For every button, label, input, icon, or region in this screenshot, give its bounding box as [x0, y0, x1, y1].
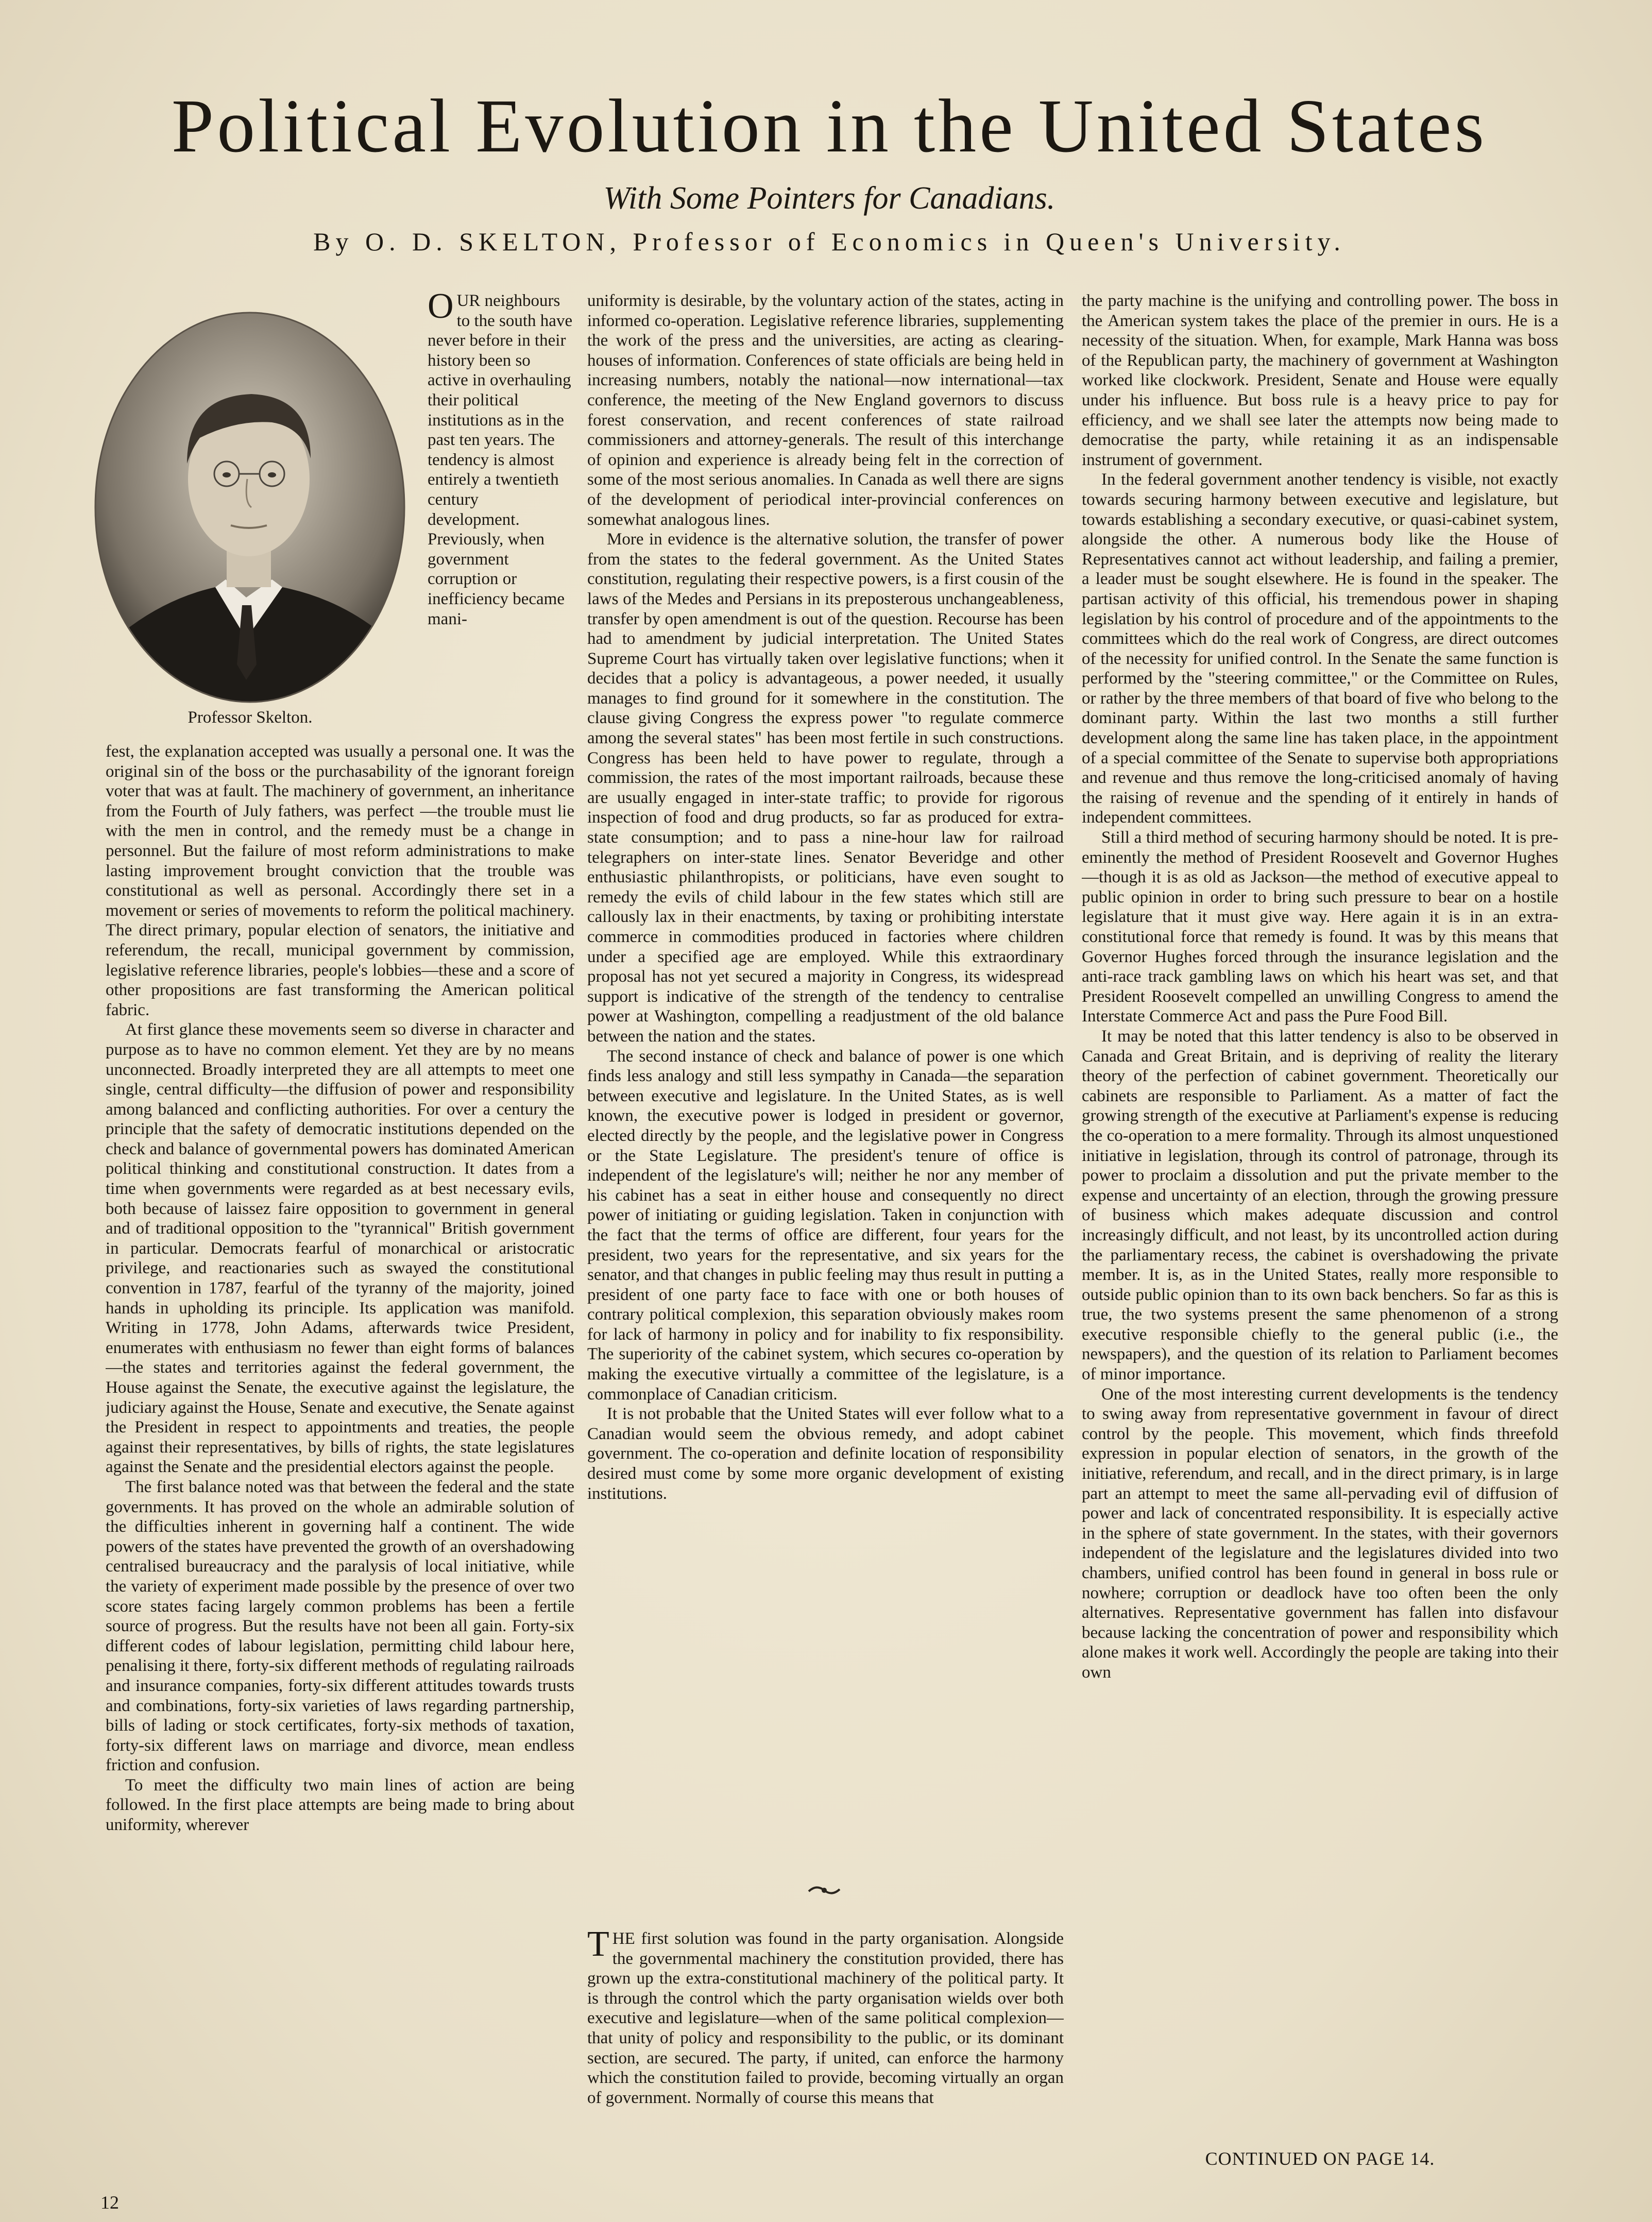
column-2-section — [587, 1929, 1064, 2189]
article-title: Political Evolution in the United States — [171, 84, 1488, 168]
paragraph: It is not probable that the United States will ever follow what to a Canadian would seem the obvious remedy, and adopt cabinet government. The co-operation and definite location of responsibility desired must come by some more organic development of existing institutions. — [587, 1405, 1064, 1503]
paragraph: It may be noted that this latter tendency is also to be observed in Canada and Great Britain, and is depriving of reality the literary theory of the perfection of cabinet government. Theoretically our cabinets are responsible to Parliament. As a matter of fact the growing strength of the executive at Parliament's expense is reducing the co-operation to a mere formality. Through its almost unquestioned initiative in legislation, through its control of patronage, through its power to proclaim a dissolution and put the private member to the expense and uncertainty of an election, through the growing pressure of business which makes adequate discussion and control increasingly difficult, and not least, by its uncontrolled action during the parliamentary recess, the cabinet is overshadowing the private member. It is, as in the United States, really more responsible to outside public opinion than to its own back benchers. So far as this is true, the two systems present the same phenomenon of a strong executive responsible chiefly to the general public (i.e., the newspapers), and the question of its relation to Parliament becomes of minor importance. — [1082, 1027, 1558, 1384]
continued-notice: CONTINUED ON PAGE 14. — [1205, 2148, 1435, 2169]
paragraph: the party machine is the unifying and controlling power. The boss in the American system takes the place of the premier in ours. He is a necessity of the situation. When, for example, Mark Hanna was boss of the Republican party, the machinery of government at Washington worked like clockwork. President, Senate and House were equally under his influence. But boss rule is a heavy price to pay for efficiency, and we shall see later the attempts now being made to democratise the party, while retaining it as an indispensable instrument of government. — [1082, 292, 1558, 469]
column-3 — [1082, 291, 1558, 2143]
paragraph: At first glance these movements seem so diverse in character and purpose as to have no common element. Yet they are by no means unconnected. Broadly interpreted they are all attempts to meet one single, central difficulty—the diffusion of power and responsibility among balanced and conflicting authorities. For over a century the principle that the safety of democratic institutions depended on the check and balance of governmental powers has dominated American political thinking and constitutional construction. It dates from a time when governments were regarded as at best necessary evils, both because of laissez faire opposition to government in general and of traditional opposition to the "tyrannical" British government in particular. Democrats fearful of monarchical or aristocratic privilege, and reactionaries such as swayed the constitutional convention in 1787, fearful of the tyranny of the majority, joined hands in upholding its principle. Its application was manifold. Writing in 1778, John Adams, afterwards twice President, enumerates with enthusiasm no fewer than eight forms of balances—the states and territories against the federal government, the House against the Senate, the executive against the legislature, the judiciary against the House, Senate and executive, the Senate against the President in respect to appointments and treaties, the people against their representatives, by bills of rights, the state legislatures against the Senate and the presidential electors against the people. — [106, 1020, 574, 1477]
author-portrait — [92, 309, 408, 706]
paragraph: Still a third method of securing harmony should be noted. It is pre-eminently the method of President Roosevelt and Governor Hughes—though it is as old as Jackson—the method of executive appeal to public opinion in order to bring such pressure to bear on a hostile legislature that it must give way. Here again it is in an extra-constitutional force that remedy is found. It was by this means that Governor Hughes forced through the insurance legislation and the anti-race track gambling laws on which his heart was set, and that President Roosevelt compelled an unwilling Congress to amend the Interstate Commerce Act and pass the Pure Food Bill. — [1082, 828, 1558, 1026]
paragraph: uniformity is desirable, by the voluntary action of the states, acting in informed co-operation. Legislative reference libraries, supplementing the work of the press and the universities, are acting as clearing-houses of information. Conferences of state officials are being held in increasing numbers, notably the national—now international—tax conference, the meeting of the New England governors to discuss forest conservation, and recent conferences of state railroad commissioners and attorney-generals. The result of this interchange of opinion and experience is already being felt in the correction of some of the most serious anomalies. In Canada as well there are signs of the development of periodical inter-provincial conferences on somewhat analogous lines. — [587, 292, 1064, 529]
paragraph: The first balance noted was that between the federal and the state governments. It has proved on the whole an admirable solution of the difficulties inherent in governing half a continent. The wide powers of the states have prevented the growth of an overshadowing centralised bureaucracy and the paralysis of local initiative, while the variety of experiment made possible by the presence of over two score states facing largely common problems has been a fertile source of progress. But the results have not been all gain. Forty-six different codes of labour legislation, permitting child labour here, penalising it there, forty-six different methods of regulating railroads and insurance companies, forty-six different attitudes towards trusts and combinations, forty-six varieties of laws regarding partnership, bills of lading or stock certificates, forty-six methods of taxation, forty-six different laws on marriage and divorce, mean endless friction and confusion. — [106, 1477, 574, 1775]
paragraph — [587, 1929, 1064, 2108]
paragraph: fest, the explanation accepted was usually a personal one. It was the original sin of the boss or the purchasability of the ignorant foreign voter that was at fault. The machinery of government, an inheritance from the Fourth of July fathers, was perfect —the trouble must lie with the men in control, and the remedy must be a change in personnel. But the failure of most reform administrations to make lasting improvement brought conviction that the trouble was constitutional as well as personal. Accordingly there set in a movement or series of movements to reform the political machinery. The direct primary, popular election of senators, the initiative and referendum, the recall, municipal government by commission, legislative reference libraries, people's lobbies—these and a score of other propositions are fast transforming the American political fabric. — [106, 742, 574, 1019]
paragraph: To meet the difficulty two main lines of action are being followed. In the first place attempts are being made to bring about uniformity, wherever — [106, 1775, 574, 1835]
article-byline: By O. D. SKELTON, Professor of Economics in Queen's University. — [313, 227, 1346, 256]
paragraph: One of the most interesting current developments is the tendency to swing away from representative government in favour of direct control by the people. This movement, which finds threefold expression in popular election of senators, in the growth of the initiative, referendum, and recall, and in the direct primary, is in large part an attempt to meet the same all-pervading evil of diffusion of power and lack of concentrated responsibility. It is especially active in the sphere of state government. In the states, with their governors independent of the legislature and the legislatures divided into two chambers, unified control has been found in general in boss rule or nowhere; corruption or deadlock have too often been the only alternatives. Representative government has fallen into disfavour because lacking the concentration of power and responsibility which alone makes it work well. Accordingly the people are taking into their own — [1082, 1385, 1558, 1682]
column-1 — [106, 742, 574, 2143]
paragraph: In the federal government another tendency is visible, not exactly towards securing harmony between executive and legislature, but towards establishing a secondary executive, or quasi-cabinet system, alongside the other. A numerous body like the House of Representatives cannot act without leadership, and failing a premier, a leader must be sought elsewhere. He is found in the speaker. The partisan activity of this official, his tremendous power in shaping legislation by his control of procedure and of the appointments to the committees which do the real work of Congress, are direct outcomes of the necessity for unified control. In the Senate the same function is performed by the "steering committee," or the Committee on Rules, or rather by the three members of that board of five who belong to the dominant party. Within the last two months a still further development along the same line has taken place, in the appointment of a special committee of the Senate to supervise both appropriations and revenue and thus remove the long-criticised anomaly of having the raising of revenue and the spending of it entirely in hands of independent committees. — [1082, 470, 1558, 827]
paragraph: More in evidence is the alternative solution, the transfer of power from the states to the federal government. As the United States constitution, regulating their respective powers, is a first cousin of the laws of the Medes and Persians in its preposterous unchangeableness, transfer by open amendment is out of the question. Recourse has been had to amendment by judicial interpretation. The United States Supreme Court has virtually taken over legislative functions; when it decides that a policy is advantageous, a power needed, it usually manages to find ground for it somewhere in the constitution. The clause giving Congress the express power "to regulate commerce among the several states" has been most fertile in such constructions. Congress has been held to have power to regulate, through a commission, the rates of the most important railroads, because these are usually engaged in inter-state traffic; to provide for rigorous inspection of food and drug products, so far as produced for extra-state consumption; and to pass a nine-hour law for railroad telegraphers on inter-state lines. Senator Beveridge and other enthusiastic philanthropists, or politicians, have even sought to remedy the evils of child labour in the few states which still are callously lax in their enactments, by taxing or prohibiting interstate commerce in commodities produced in factories where children under a specified age are employed. While this extraordinary proposal has not yet secured a majority in Congress, its widespread support is indicative of the strength of the tendency to centralise power at Washington, compelling a readjustment of the old balance between the nation and the states. — [587, 530, 1064, 1046]
paragraph: The second instance of check and balance of power is one which finds less analogy and still less sympathy in Canada—the separation between executive and legislature. In the United States, as is well known, the executive power is lodged in president or governor, elected directly by the people, and the legislative power in Congress or the State Legislature. The president's tenure of office is independent of the legislature's will; neither he nor any member of his cabinet has a seat in either house and consequently no direct power of initiating or guiding legislation. Taken in conjunction with the fact that the terms of office are different, four years for the president, two years for the representative, and six years for the senator, and that changes in public feeling may thus result in putting a president of one party face to face with one or both houses of contrary political complexion, this separation obviously makes room for lack of harmony in policy and for inability to fix responsibility. The superiority of the cabinet system, which secures co-operation by making the executive virtually a committee of the legislature, is a commonplace of Canadian criticism. — [587, 1047, 1064, 1404]
drop-cap: O — [428, 291, 454, 326]
article-subtitle: With Some Pointers for Canadians. — [603, 181, 1055, 216]
page-number: 12 — [100, 2192, 119, 2213]
drop-cap: T — [587, 1929, 609, 1964]
photo-caption: Professor Skelton. — [188, 708, 313, 727]
column-2 — [587, 291, 1064, 1859]
intro-paragraph — [428, 291, 574, 744]
paragraph-text: HE first solution was found in the party organisation. Alongside the governmental machinery the constitution provided, there has grown up the extra-constitutional machinery of the political party. It is through the control which the party organisation wields over both executive and legislature—when of the same political complexion—that unity of policy and responsibility to the public, or its dominant section, are secured. The party, if united, can enforce the harmony which the constitution failed to provide, becoming virtually an organ of government. Normally of course this means that — [587, 1929, 1064, 2107]
section-ornament-icon — [804, 1880, 845, 1901]
intro-text: UR neighbours to the south have never before in their history been so active in overhauling their political institutions as in the past ten years. The tendency is almost entirely a twentieth century development. Previously, when government corruption or inefficiency became mani- — [428, 292, 573, 628]
